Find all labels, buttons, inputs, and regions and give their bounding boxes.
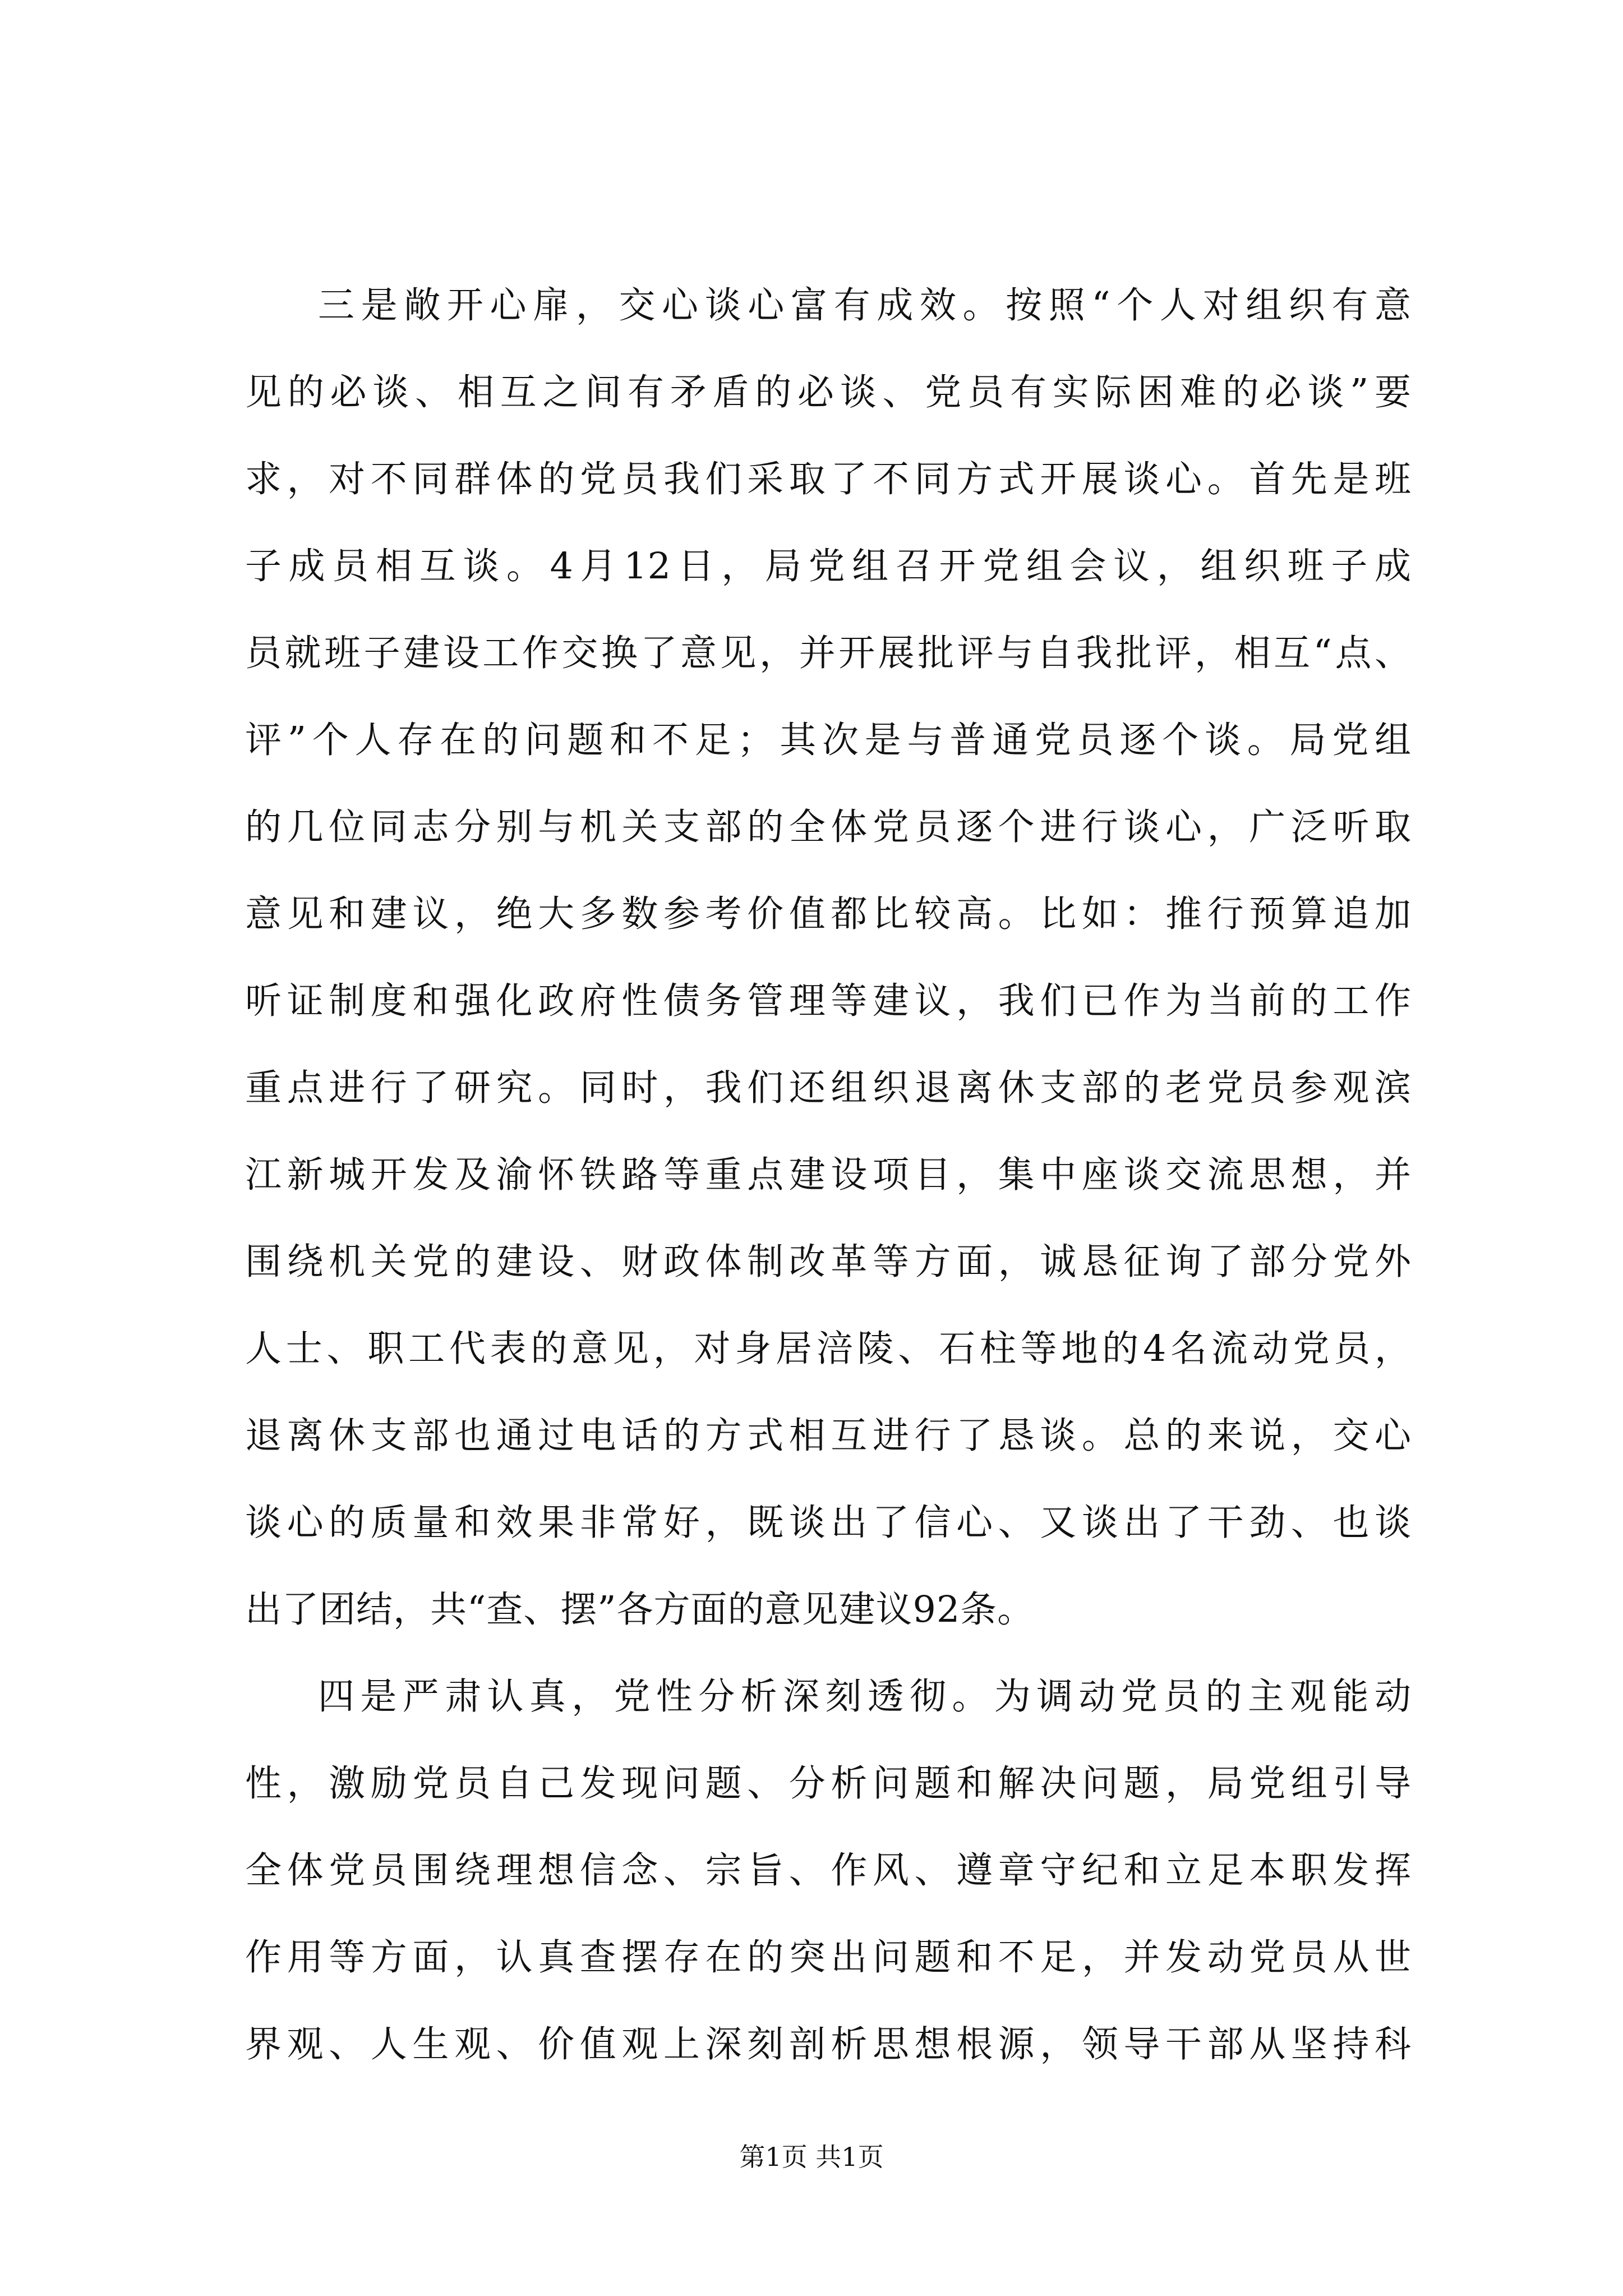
text-line: 子成员相互谈。4月12日，局党组召开党组会议，组织班子成 [245,545,1412,587]
text-line: 评”个人存在的问题和不足；其次是与普通党员逐个谈。局党组 [245,719,1412,761]
text-line: 界观、人生观、价值观上深刻剖析思想根源，领导干部从坚持科 [245,2023,1412,2065]
text-line: 四是严肃认真，党性分析深刻透彻。为调动党员的主观能动 [318,1676,1412,1718]
text-line: 人士、职工代表的意见，对身居涪陵、石柱等地的4名流动党员， [245,1328,1412,1370]
text-line: 性，激励党员自己发现问题、分析问题和解决问题，局党组引导 [245,1763,1412,1805]
text-line: 求，对不同群体的党员我们采取了不同方式开展谈心。首先是班 [245,458,1412,500]
text-line: 谈心的质量和效果非常好，既谈出了信心、又谈出了干劲、也谈 [245,1502,1412,1544]
page-number-footer: 第1页 共1页 [739,2142,884,2172]
text-line: 全体党员围绕理想信念、宗旨、作风、遵章守纪和立足本职发挥 [245,1849,1412,1892]
text-line: 三是敞开心扉，交心谈心富有成效。按照“个人对组织有意 [318,284,1412,326]
text-line: 江新城开发及渝怀铁路等重点建设项目，集中座谈交流思想，并 [245,1154,1412,1196]
text-line: 意见和建议，绝大多数参考价值都比较高。比如：推行预算追加 [245,893,1412,935]
text-line: 重点进行了研究。同时，我们还组织退离休支部的老党员参观滨 [245,1067,1412,1109]
text-line: 围绕机关党的建设、财政体制改革等方面，诚恳征询了部分党外 [245,1241,1412,1283]
text-line: 出了团结，共“查、摆”各方面的意见建议92条。 [245,1589,1035,1631]
text-line: 见的必谈、相互之间有矛盾的必谈、党员有实际困难的必谈”要 [245,371,1412,413]
text-line: 的几位同志分别与机关支部的全体党员逐个进行谈心，广泛听取 [245,806,1412,848]
text-line: 退离休支部也通过电话的方式相互进行了恳谈。总的来说，交心 [245,1415,1412,1457]
text-line: 听证制度和强化政府性债务管理等建议，我们已作为当前的工作 [245,980,1412,1022]
text-line: 作用等方面，认真查摆存在的突出问题和不足，并发动党员从世 [245,1936,1412,1978]
text-line: 员就班子建设工作交换了意见，并开展批评与自我批评，相互“点、 [245,632,1412,674]
